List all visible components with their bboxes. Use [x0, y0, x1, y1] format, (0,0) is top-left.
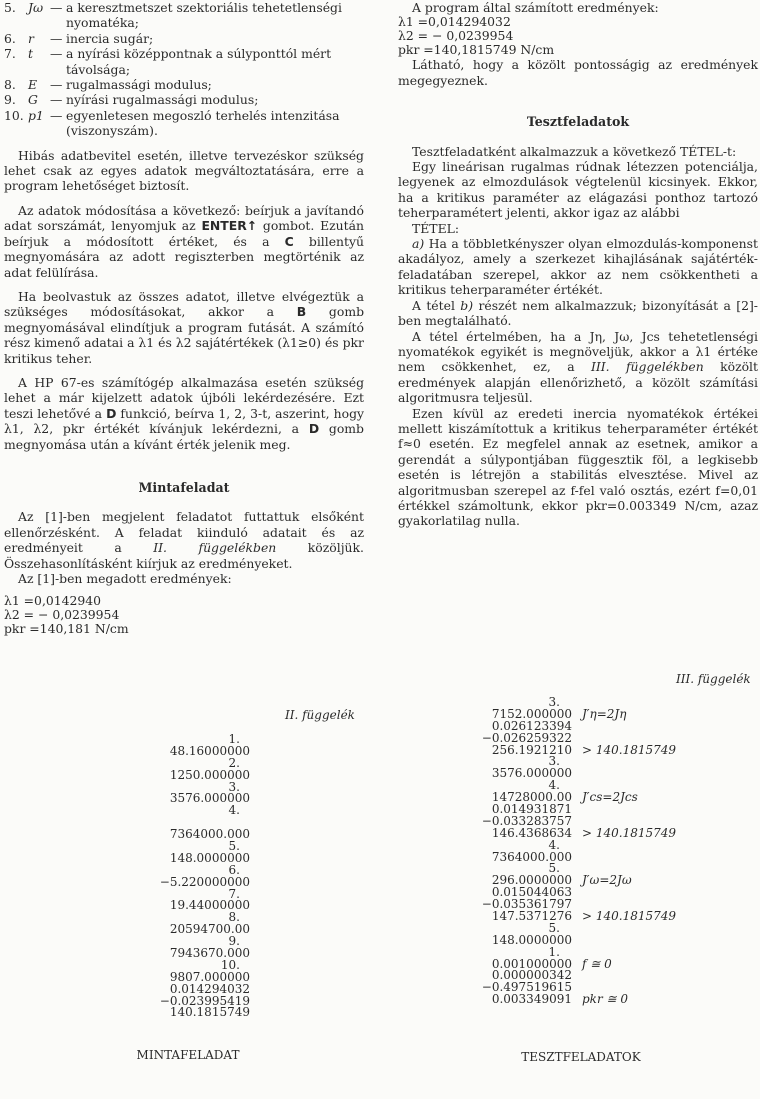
listing-annotation: J′η=2Jη [582, 706, 627, 721]
item-symbol: G [28, 92, 38, 108]
computed-results [398, 15, 758, 57]
item-number: 7. [4, 46, 16, 62]
listing-line: −0.033283757 [481, 813, 572, 828]
listing-line: 146.4368634 > 140.1815749 [491, 825, 677, 840]
computed-lambda2: λ2 = − 0,0239954 [398, 28, 514, 44]
item-text: a keresztmetszet szektoriális tehetetlenségi nyomatéka; [66, 0, 342, 31]
item-symbol: r [28, 30, 34, 46]
listing-line: 0.001000000 f ≅ 0 [491, 956, 612, 971]
item-symbol: p1 [28, 107, 44, 123]
listing-line: −5.220000000 [159, 874, 250, 889]
paragraph-f-zero: Ezen kívül az eredeti inercia nyomatékok értékei mellett kiszámítottuk a kritikus teherparaméter értékét f≈0 esetén. Ez megfelel annak az esetnek, amikor a gerendát a súlypontjában függesztik föl, a legkisebb esetén is létrejön a stabilitás elvesztése. Mivel az algoritmusban szerepel az f-fel való osztás, ezért f=0,01 értékkel számoltunk, ekkor pkr=0.003349 N/cm, azaz gyakorlatilag nulla. [398, 405, 758, 529]
listing-line: 4. [548, 837, 560, 852]
variable-item [4, 31, 364, 46]
variable-item [4, 46, 364, 77]
variable-item [4, 92, 364, 107]
listing-line: 0.014294032 [169, 981, 250, 996]
listing-line: 5. [548, 920, 560, 935]
item-dash: — [50, 0, 63, 15]
listing-line: 5. [228, 839, 240, 854]
paragraph-theorem-setup: Egy lineárisan rugalmas rúdnak létezzen potenciálja, legyenek az elmozdulások végtelenül kicsinyek. Ekkor, ha a kritikus paraméter az elágazási ponthoz tartozó teherparamétert jelenti, akkor igaz az alábbi [398, 159, 758, 221]
listing-line: 7152.000000 J′η=2Jη [491, 706, 627, 721]
listing-line: 3. [548, 754, 560, 769]
listing-line: 148.0000000 [491, 932, 572, 947]
appendix-3-title: TESZTFELADATOK [521, 1050, 641, 1064]
item-text: nyírási rugalmassági modulus; [66, 92, 259, 108]
appendix-3-listing [480, 697, 710, 1006]
listing-line: 3. [228, 779, 240, 794]
listing-line: 20594700.00 [169, 922, 250, 937]
computed-pkr: pkr =140,1815749 N/cm [398, 42, 555, 58]
item-symbol: Jω [28, 0, 44, 15]
paragraph-program-results: A program által számított eredmények: [412, 0, 659, 15]
item-dash: — [50, 77, 63, 93]
listing-line: 148.0000000 [169, 850, 250, 865]
listing-line: −0.026259322 [481, 730, 572, 745]
item-text: egyenletesen megoszló terhelés intenzitása (viszonyszám). [66, 107, 340, 139]
listing-line: 4. [548, 778, 560, 793]
listing-line: 4. [228, 803, 240, 818]
listing-line: 48.16000000 [169, 743, 250, 758]
theorem-label: TÉTEL: [412, 220, 460, 236]
d-key-label-2: D [308, 421, 320, 437]
paragraph-test-intro: Tesztfeladatként alkalmazzuk a következő TÉTEL-t: [412, 143, 737, 159]
variable-item [4, 77, 364, 92]
variable-item [4, 108, 364, 139]
paragraph-theorem-b: A tétel b) részét nem alkalmazzuk; bizonyítását a [2]-ben megtalálható. [398, 297, 758, 329]
listing-line: 5. [548, 861, 560, 876]
listing-line: 7. [228, 886, 240, 901]
item-dash: — [50, 30, 63, 46]
listing-line: 14728000.00 J′cs=2Jcs [491, 790, 638, 805]
paragraph-run-program: Ha beolvastuk az összes adatot, illetve elvégeztük a szükséges módosításokat, akkor a B gomb megnyomásával elindítjuk a program futását. A számító rész kimenő adatai a λ1 és λ2 sajátértékek (λ1≥0) és pkr kritikus teher. [4, 288, 364, 366]
given-results [4, 594, 364, 636]
item-dash: — [50, 92, 63, 108]
c-key-label: C [284, 233, 294, 249]
listing-line: 3576.000000 [491, 766, 572, 781]
item-number: 6. [4, 30, 16, 46]
listing-annotation: J′cs=2Jcs [582, 790, 638, 805]
item-symbol: t [28, 46, 33, 62]
listing-line: 10. [220, 957, 240, 972]
listing-annotation: f ≅ 0 [582, 956, 612, 971]
item-dash: — [50, 107, 63, 123]
heading-mintafeladat: Mintafeladat [138, 479, 230, 495]
listing-line: 0.015044063 [491, 885, 572, 900]
item-text: rugalmassági modulus; [66, 77, 212, 93]
item-number: 8. [4, 77, 16, 93]
listing-line: 0.000000342 [491, 968, 572, 983]
listing-annotation: > 140.1815749 [582, 825, 677, 840]
listing-line: 2. [228, 755, 240, 770]
heading-tesztfeladatok: Tesztfeladatok [526, 114, 630, 130]
listing-line: 0.003349091 pkr ≅ 0 [491, 992, 629, 1007]
listing-line: 1250.000000 [169, 767, 250, 782]
listing-annotation: > 140.1815749 [582, 742, 677, 757]
listing-line: −0.035361797 [481, 897, 572, 912]
listing-line: 0.014931871 [491, 802, 572, 817]
listing-line: −0.497519615 [481, 980, 572, 995]
computed-lambda1: λ1 =0,014294032 [398, 14, 511, 30]
caption-appendix-3: III. függelék [676, 672, 751, 686]
listing-annotation: J′ω=2Jω [582, 873, 632, 888]
item-symbol: E [28, 77, 38, 93]
item-number: 5. [4, 0, 16, 15]
paragraph-sample: Az [1]-ben megjelent feladatot futtattuk elsőként ellenőrzésként. A feladat kiinduló adatait és az eredményeit a II. függelékben közöljük. Összehasonlításként kiírjuk az eredményeket. [4, 509, 364, 571]
paragraph-theorem-a: a) Ha a többletkényszer olyan elmozdulás-komponenst akadályoz, amely a szerkezet kihajlásának sajátérték-feladatában szerepel, akkor az nem csökkentheti a kritikus teherparaméter értékét. [398, 236, 758, 298]
listing-line: 296.0000000 J′ω=2Jω [491, 873, 632, 888]
listing-line: 9. [228, 934, 240, 949]
variable-item [4, 0, 364, 31]
listing-line: 19.44000000 [169, 898, 250, 913]
listing-annotation: pkr ≅ 0 [582, 992, 629, 1007]
d-key-label: D [106, 405, 117, 421]
result-lambda2: λ2 = − 0,0239954 [4, 607, 120, 623]
listing-line: 1. [228, 732, 240, 746]
result-pkr: pkr =140,181 N/cm [4, 621, 129, 637]
b-key-label: B [296, 304, 307, 320]
paragraph-input-error: Hibás adatbevitel esetén, illetve tervezéskor szükség lehet csak az egyes adatok megváltoztatására, erre a program lehetőséget biztosít. [4, 147, 364, 194]
appendix-2-listing [110, 734, 260, 1019]
listing-line: 9807.000000 [169, 969, 250, 984]
enter-key-label: ENTER↑ [201, 218, 258, 234]
item-text: inercia sugár; [66, 30, 154, 46]
listing-line: −0.023995419 [159, 993, 250, 1008]
item-number: 9. [4, 92, 16, 108]
paragraph-theorem-application: A tétel értelmében, ha a Jη, Jω, Jcs tehetetlenségi nyomatékok egyikét is megnöveljük, akkor a λ1 értéke nem csökkenhet, ez, a III. függelékben közölt eredmények alapján ellenőrizhető, a közölt számítási algoritmusra teljesül. [398, 328, 758, 406]
item-number: 10. [4, 107, 24, 123]
listing-line: 3. [548, 695, 560, 709]
listing-annotation: > 140.1815749 [582, 909, 677, 924]
right-column [398, 0, 758, 529]
caption-appendix-2: II. függelék [285, 708, 355, 722]
listing-line: 7364000.000 [491, 849, 572, 864]
listing-line: 256.1921210 > 140.1815749 [491, 742, 677, 757]
item-text: a nyírási középpontnak a súlyponttól mért távolsága; [66, 46, 332, 77]
item-dash: — [50, 46, 63, 62]
listing-line: 7364000.000 [169, 827, 250, 842]
paragraph-hp67: A HP 67-es számítógép alkalmazása esetén szükség lehet a már kijelzett adatok újbóli lekérdezésére. Ezt teszi lehetővé a D funkció, beírva 1, 2, 3-t, aszerint, hogy λ1, λ2, pkr értékét kívánjuk lekérdezni, a D gomb megnyomása után a kívánt érték jelenik meg. [4, 374, 364, 452]
left-column [4, 0, 364, 636]
variable-list [4, 0, 364, 139]
paragraph-modify-data: Az adatok módosítása a következő: beírjuk a javítandó adat sorszámát, lenyomjuk az ENTER↑ gombot. Ezután beírjuk a módosított értéket, és a C billentyű megnyomására az adott regiszterben megtörténik az adat felülírása. [4, 202, 364, 280]
appendix-2-title: MINTAFELADAT [136, 1048, 240, 1062]
listing-line: 147.5371276 > 140.1815749 [491, 909, 677, 924]
listing-line: 8. [228, 910, 240, 925]
paragraph-given-results: Az [1]-ben megadott eredmények: [18, 571, 232, 586]
listing-line: 3576.000000 [169, 791, 250, 806]
listing-line: 1. [548, 944, 560, 959]
listing-line: 7943670.000 [169, 946, 250, 961]
paragraph-agreement: Látható, hogy a közölt pontosságig az eredmények megegyeznek. [398, 57, 758, 88]
listing-line: 6. [228, 862, 240, 877]
result-lambda1: λ1 =0,0142940 [4, 593, 102, 609]
listing-line: 0.026123394 [491, 718, 572, 733]
listing-line: 140.1815749 [169, 1005, 250, 1020]
